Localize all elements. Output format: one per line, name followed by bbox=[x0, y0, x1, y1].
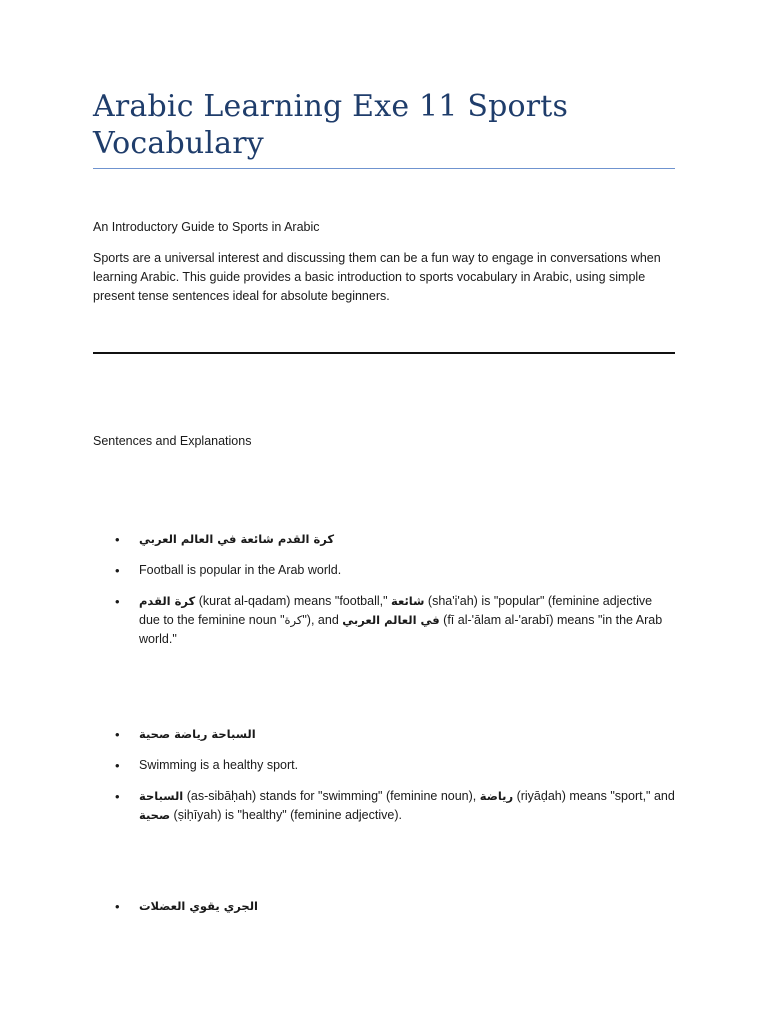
arabic-word: في العالم العربي bbox=[342, 613, 440, 627]
english-translation: Swimming is a healthy sport. bbox=[139, 758, 299, 772]
bullet-icon: • bbox=[115, 563, 120, 578]
list-item bbox=[93, 592, 675, 649]
explanation-text: "), and bbox=[302, 613, 343, 627]
list-item bbox=[93, 725, 675, 744]
arabic-word: كرة القدم bbox=[139, 594, 196, 608]
document-title: Arabic Learning Exe 11 Sports Vocabulary bbox=[93, 89, 569, 161]
list-item bbox=[93, 897, 675, 916]
horizontal-rule bbox=[93, 352, 675, 354]
sentence-group-running bbox=[93, 897, 675, 916]
list-item bbox=[93, 561, 675, 580]
list-item bbox=[93, 530, 675, 549]
arabic-word: كرة bbox=[284, 613, 303, 627]
bullet-icon: • bbox=[115, 727, 120, 742]
arabic-word: شائعة bbox=[391, 594, 425, 608]
list-item bbox=[93, 787, 675, 825]
arabic-word: صحية bbox=[139, 808, 171, 822]
explanation bbox=[139, 789, 675, 822]
document-page bbox=[93, 88, 675, 928]
arabic-sentence: السباحة رياضة صحية bbox=[139, 727, 256, 741]
explanation-text: (as-sibāḥah) stands for "swimming" (feminine noun), bbox=[183, 789, 480, 803]
bullet-icon: • bbox=[115, 789, 120, 804]
bullet-icon: • bbox=[115, 532, 120, 547]
bullet-icon: • bbox=[115, 758, 120, 773]
document-subtitle: An Introductory Guide to Sports in Arabic bbox=[93, 220, 320, 234]
arabic-word: السباحة bbox=[139, 789, 184, 803]
explanation-text: (kurat al-qadam) means "football," bbox=[195, 594, 392, 608]
arabic-word: رياضة bbox=[479, 789, 514, 803]
section-heading: Sentences and Explanations bbox=[93, 434, 252, 448]
sentence-group-swimming bbox=[93, 725, 675, 825]
explanation-text: (ṣiḥīyah) is "healthy" (feminine adjective). bbox=[170, 808, 402, 822]
explanation-text: (sha'i'ah) is "popular" (feminine adjective due to the feminine noun " bbox=[139, 594, 653, 627]
title-underline bbox=[93, 168, 675, 169]
sentence-group-football bbox=[93, 530, 675, 649]
arabic-sentence: الجري يقوي العضلات bbox=[139, 899, 258, 913]
explanation-text: (riyāḍah) means "sport," and bbox=[513, 789, 675, 803]
list-item bbox=[93, 756, 675, 775]
intro-paragraph: Sports are a universal interest and discussing them can be a fun way to engage in conversations when learning Arabic. This guide provides a basic introduction to sports vocabulary in Arabic, using simple present tense sentences ideal for absolute beginners. bbox=[93, 251, 661, 303]
bullet-icon: • bbox=[115, 899, 120, 914]
english-translation: Football is popular in the Arab world. bbox=[139, 563, 342, 577]
bullet-icon: • bbox=[115, 594, 120, 609]
explanation-text: (fī al-'ālam al-'arabī) means "in the Arab world." bbox=[139, 613, 663, 646]
arabic-sentence: كرة القدم شائعة في العالم العربي bbox=[139, 532, 335, 546]
explanation bbox=[139, 594, 662, 646]
